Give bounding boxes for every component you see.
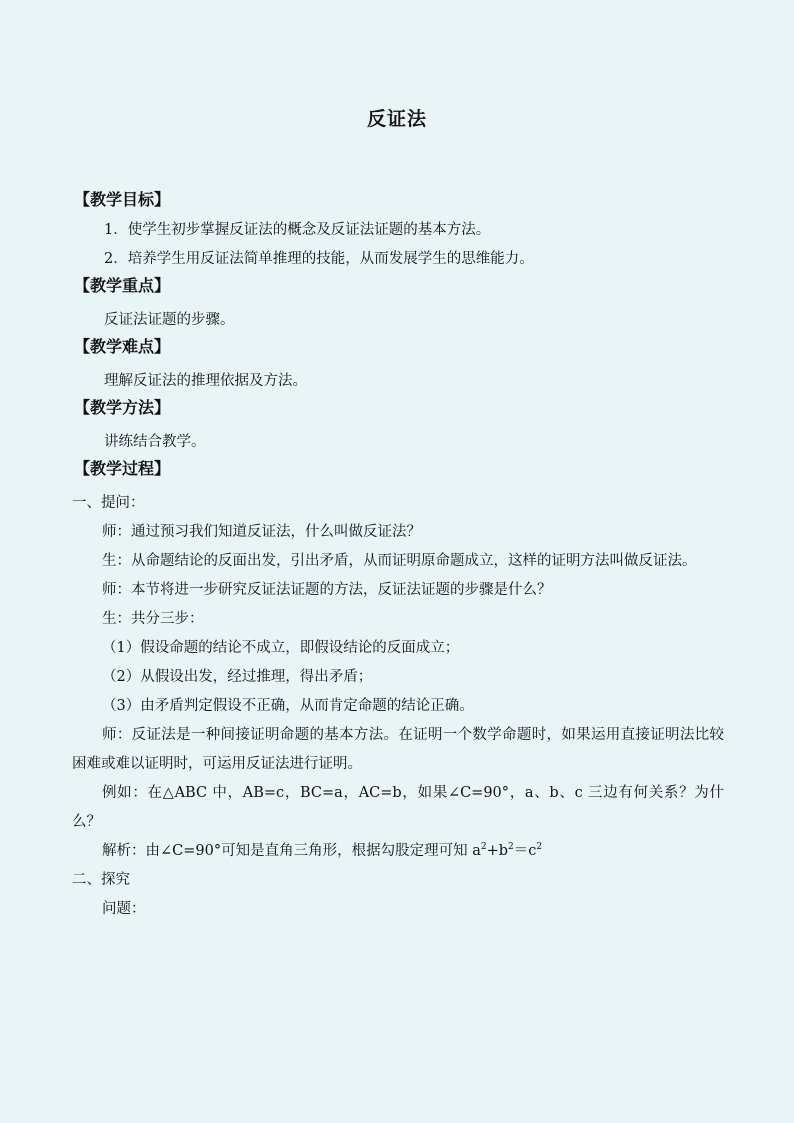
process-example: 例如：在△ABC 中，AB=c，BC=a，AC=b，如果∠C=90°，a、b、c 三边有何关系？为什么？: [72, 785, 724, 830]
analysis-sup-2: 2: [508, 842, 514, 853]
process-line-1: 师：通过预习我们知道反证法，什么叫做反证法？: [102, 524, 421, 540]
goal-item-1: 1．使学生初步掌握反证法的概念及反证法证题的基本方法。: [104, 222, 491, 238]
analysis-mid: +b: [486, 843, 509, 859]
key-text: 反证法证题的步骤。: [104, 312, 235, 328]
difficulty-text: 理解反证法的推理依据及方法。: [104, 373, 307, 389]
method-text: 讲练结合教学。: [104, 434, 206, 450]
goal-item-2: 2．培养学生用反证法简单推理的技能，从而发展学生的思维能力。: [104, 251, 534, 267]
analysis-prefix: 解析：由∠C=90°可知是直角三角形，根据勾股定理可知 a: [102, 843, 481, 859]
process-line-2: 生：从命题结论的反面出发，引出矛盾，从而证明原命题成立，这样的证明方法叫做反证法。: [102, 553, 697, 569]
process-part2-title: 二、探究: [72, 872, 130, 888]
process-step-3: （3）由矛盾判定假设不正确，从而肯定命题的结论正确。: [102, 698, 474, 714]
process-analysis: [72, 837, 724, 866]
process-step-2: （2）从假设出发，经过推理，得出矛盾；: [102, 669, 373, 685]
section-heading-goals: 【教学目标】: [74, 190, 171, 209]
section-heading-difficulty: 【教学难点】: [74, 337, 171, 356]
process-step-1: （1）假设命题的结论不成立，即假设结论的反面成立；: [102, 640, 460, 656]
process-part1-title: 一、提问：: [72, 495, 145, 511]
document-title: 反证法: [366, 108, 427, 130]
section-heading-process: 【教学过程】: [74, 459, 171, 478]
analysis-end: ＝c: [513, 843, 537, 859]
analysis-sup-3: 2: [536, 842, 543, 853]
process-line-teacher: 师：反证法是一种间接证明命题的基本方法。在证明一个数学命题时，如果运用直接证明法比较困难或难以证明时，可运用反证法进行证明。: [72, 727, 724, 772]
process-line-4: 生：共分三步：: [102, 611, 204, 627]
process-part2-line: 问题：: [102, 901, 146, 917]
section-heading-key: 【教学重点】: [74, 276, 171, 295]
section-heading-method: 【教学方法】: [74, 398, 171, 417]
analysis-sup-1: 2: [480, 842, 487, 853]
document-body: [72, 188, 724, 924]
process-line-3: 师：本节将进一步研究反证法证题的方法，反证法证题的步骤是什么？: [102, 582, 552, 598]
